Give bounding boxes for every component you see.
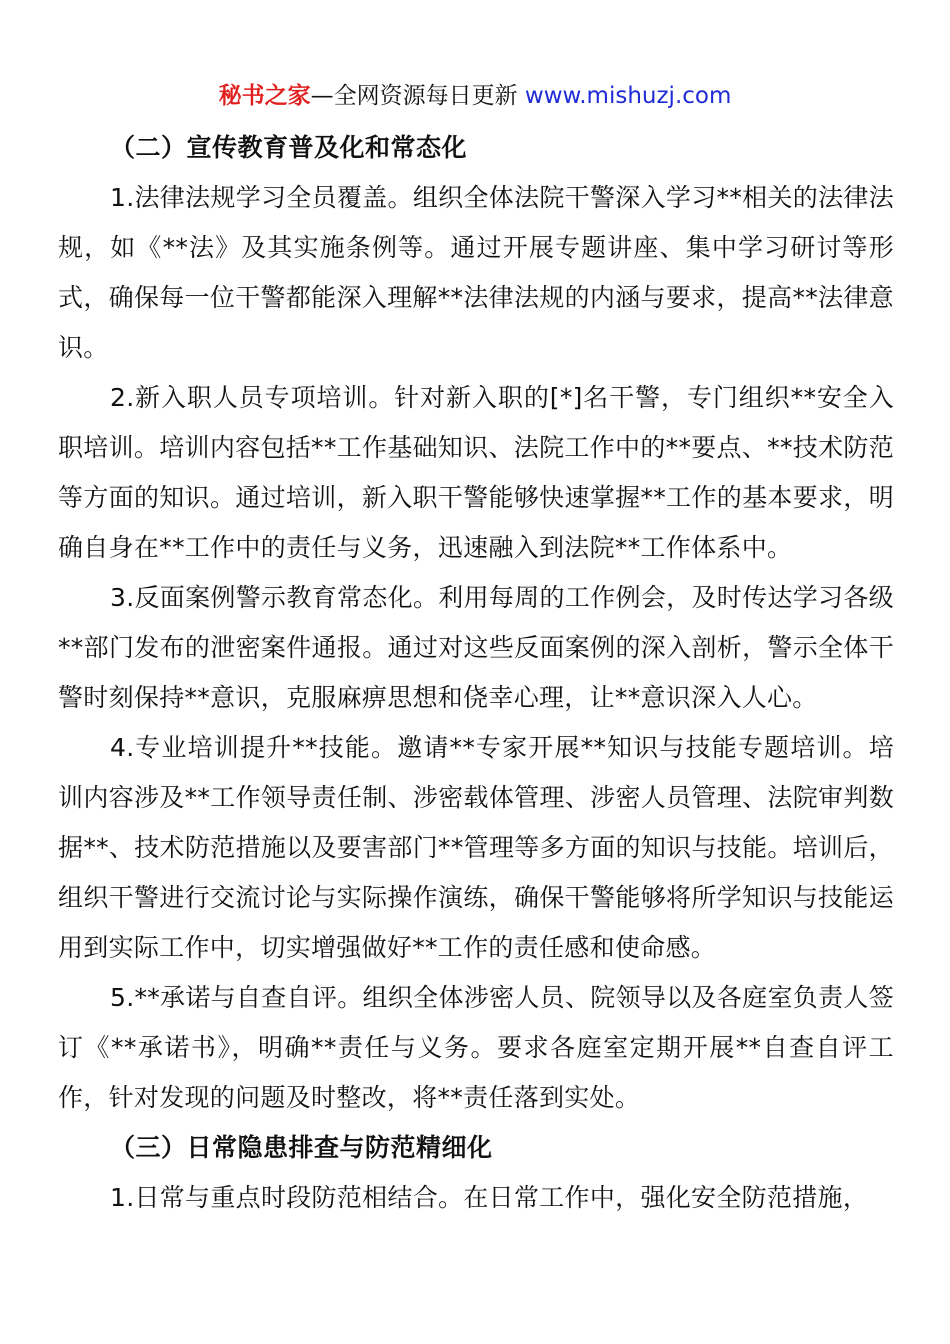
brand-name: 秘书之家 [218,83,311,109]
paragraph: 4.专业培训提升**技能。邀请**专家开展**知识与技能专题培训。培训内容涉及**工作领导责任制、涉密载体管理、涉密人员管理、法院审判数据**、技术防范措施以及要害部门**管理等多方面的知识与技能。培训后，组织干警进行交流讨论与实际操作演练，确保干警能够将所学知识与技能运用到实际工作中，切实增强做好**工作的责任感和使命感。 [58,733,894,962]
section-heading: （三）日常隐患排查与防范精细化 [110,1133,493,1162]
header-tagline: —全网资源每日更新 [310,83,525,109]
document-body [58,123,894,1223]
site-url-link[interactable]: www.mishuzj.com [524,83,732,109]
paragraph: 1.法律法规学习全员覆盖。组织全体法院干警深入学习**相关的法律法规，如《**法》及其实施条例等。通过开展专题讲座、集中学习研讨等形式，确保每一位干警都能深入理解**法律法规的内涵与要求，提高**法律意识。 [58,183,894,362]
paragraph: 2.新入职人员专项培训。针对新入职的[*]名干警，专门组织**安全入职培训。培训内容包括**工作基础知识、法院工作中的**要点、**技术防范等方面的知识。通过培训，新入职干警能够快速掌握**工作的基本要求，明确自身在**工作中的责任与义务，迅速融入到法院**工作体系中。 [58,383,894,562]
section-heading: （二）宣传教育普及化和常态化 [110,133,468,162]
paragraph: 1.日常与重点时段防范相结合。在日常工作中，强化安全防范措施， [110,1183,869,1212]
paragraph: 3.反面案例警示教育常态化。利用每周的工作例会，及时传达学习各级**部门发布的泄密案件通报。通过对这些反面案例的深入剖析，警示全体干警时刻保持**意识，克服麻痹思想和侥幸心理，让**意识深入人心。 [58,583,894,712]
page-header [0,80,950,112]
paragraph: 5.**承诺与自查自评。组织全体涉密人员、院领导以及各庭室负责人签订《**承诺书》，明确**责任与义务。要求各庭室定期开展**自查自评工作，针对发现的问题及时整改，将**责任落到实处。 [58,983,894,1112]
